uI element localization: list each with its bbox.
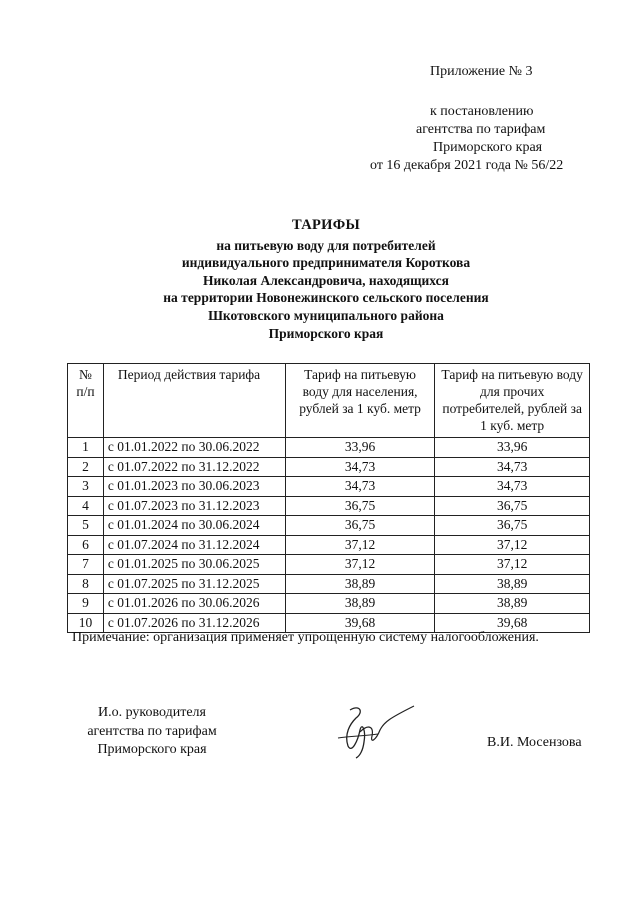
signer-position-line: Приморского края [97, 742, 207, 757]
table-row [68, 555, 590, 575]
row-number: 9 [68, 594, 104, 614]
row-number: 8 [68, 574, 104, 594]
header-period: Период действия тарифа [103, 364, 285, 438]
row-number: 2 [68, 457, 104, 477]
row-period: с 01.07.2025 по 31.12.2025 [103, 574, 285, 594]
row-period: с 01.07.2022 по 31.12.2022 [103, 457, 285, 477]
row-tariff-population: 38,89 [285, 594, 435, 614]
handwritten-signature [330, 700, 420, 760]
title-line: на территории Новонежинского сельского поселения [163, 290, 489, 306]
document-title [0, 217, 640, 342]
title-main: ТАРИФЫ [291, 217, 361, 233]
row-number: 4 [68, 496, 104, 516]
row-tariff-other: 34,73 [435, 457, 590, 477]
row-number: 3 [68, 477, 104, 497]
row-tariff-other: 38,89 [435, 594, 590, 614]
title-line: Николая Александровича, находящихся [203, 272, 449, 288]
row-tariff-other: 37,12 [435, 535, 590, 555]
row-number: 5 [68, 516, 104, 536]
row-number: 1 [68, 438, 104, 458]
row-tariff-population: 34,73 [285, 477, 435, 497]
table-row [68, 574, 590, 594]
note-text: Примечание: организация применяет упрощенную систему налогообложения. [72, 630, 539, 645]
row-tariff-other: 36,75 [435, 496, 590, 516]
signer-position-line: И.о. руководителя [97, 705, 206, 720]
title-line: Приморского края [268, 325, 384, 341]
row-tariff-other: 39,68 [435, 613, 590, 633]
row-tariff-population: 38,89 [285, 574, 435, 594]
appendix-title: Приложение № 3 [430, 64, 533, 79]
row-tariff-population: 36,75 [285, 496, 435, 516]
title-line: индивидуального предпринимателя Короткова [181, 255, 471, 271]
title-line: на питьевую воду для потребителей [216, 237, 436, 253]
row-tariff-other: 38,89 [435, 574, 590, 594]
row-number: 7 [68, 555, 104, 575]
title-line: Шкотовского муниципального района [208, 307, 444, 323]
row-tariff-population: 36,75 [285, 516, 435, 536]
row-period: с 01.01.2022 по 30.06.2022 [103, 438, 285, 458]
header-tariff-other: Тариф на питьевую воду для прочих потребителей, рублей за 1 куб. метр [435, 364, 590, 438]
row-tariff-other: 36,75 [435, 516, 590, 536]
table-row [68, 594, 590, 614]
row-period: с 01.01.2023 по 30.06.2023 [103, 477, 285, 497]
appendix-line: к постановлению [430, 104, 534, 119]
row-tariff-population: 34,73 [285, 457, 435, 477]
table-row [68, 496, 590, 516]
signer-name: В.И. Мосензова [487, 735, 582, 750]
row-tariff-population: 37,12 [285, 535, 435, 555]
row-period: с 01.07.2026 по 31.12.2026 [103, 613, 285, 633]
row-tariff-other: 37,12 [435, 555, 590, 575]
row-period: с 01.07.2023 по 31.12.2023 [103, 496, 285, 516]
table-row [68, 438, 590, 458]
signer-position-line: агентства по тарифам [87, 723, 217, 739]
row-tariff-population: 39,68 [285, 613, 435, 633]
row-tariff-population: 33,96 [285, 438, 435, 458]
appendix-line: от 16 декабря 2021 года № 56/22 [370, 158, 564, 173]
table-row [68, 477, 590, 497]
table-row [68, 516, 590, 536]
tariff-table [67, 363, 590, 633]
appendix-line: агентства по тарифам [416, 122, 546, 137]
signer-position [72, 704, 232, 760]
table-row [68, 535, 590, 555]
header-number: № п/п [68, 364, 104, 438]
appendix-line: Приморского края [433, 140, 543, 155]
row-period: с 01.01.2024 по 30.06.2024 [103, 516, 285, 536]
row-period: с 01.01.2025 по 30.06.2025 [103, 555, 285, 575]
table-header-row [68, 364, 590, 438]
row-tariff-population: 37,12 [285, 555, 435, 575]
row-number: 6 [68, 535, 104, 555]
table-row [68, 457, 590, 477]
row-period: с 01.07.2024 по 31.12.2024 [103, 535, 285, 555]
row-tariff-other: 33,96 [435, 438, 590, 458]
row-period: с 01.01.2026 по 30.06.2026 [103, 594, 285, 614]
row-tariff-other: 34,73 [435, 477, 590, 497]
row-number: 10 [68, 613, 104, 633]
header-tariff-population: Тариф на питьевую воду для населения, рублей за 1 куб. метр [285, 364, 435, 438]
